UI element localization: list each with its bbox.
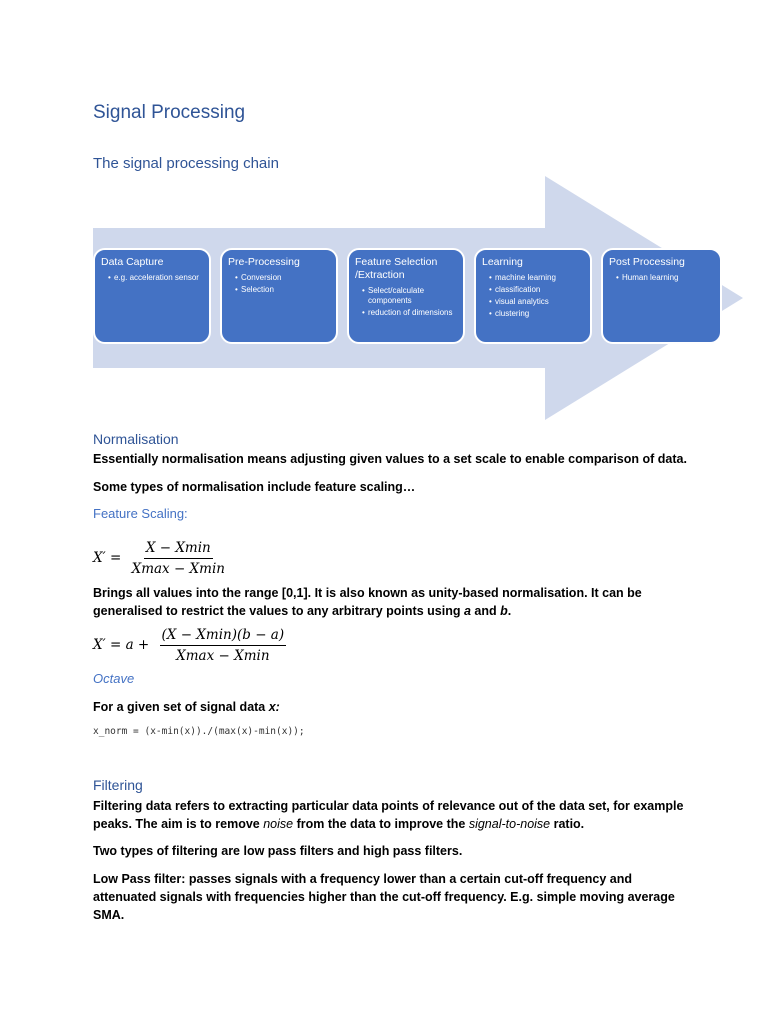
chain-box-item: • e.g. acceleration sensor — [109, 273, 203, 283]
chain-box-feature-selection — [347, 248, 465, 344]
chain-box-item: • Selection — [236, 285, 330, 295]
emphasis-noise: noise — [263, 817, 294, 831]
page-title: Signal Processing — [93, 102, 246, 123]
chain-box-item: • machine learning — [490, 273, 584, 283]
text-span: ratio. — [550, 817, 585, 831]
chain-box-item: • clustering — [490, 309, 584, 319]
chain-box-title: Post Processing — [609, 256, 685, 268]
chain-box-item: • Conversion — [236, 273, 330, 283]
octave-code: x_norm = (x-min(x))./(max(x)-min(x)); — [93, 726, 305, 737]
formula-lhs: X′ = a + — [93, 637, 150, 653]
filtering-paragraph-2: Two types of filtering are low pass filters and high pass filters. — [93, 844, 463, 858]
variable-b: b — [500, 604, 508, 618]
formula-general-normalisation — [93, 627, 286, 664]
feature-scaling-heading: Feature Scaling: — [93, 506, 188, 521]
text-span: Brings all values into the range [0,1]. It is also known as unity-based normalisation. It can be generalised to restrict the values to any arbitrary points using — [93, 586, 642, 618]
variable-x: x: — [268, 700, 280, 714]
formula-lhs: X′ = — [93, 550, 122, 566]
formula-numerator: X − Xmin — [144, 540, 213, 559]
text-span: . — [507, 604, 512, 618]
normalisation-paragraph-1: Essentially normalisation means adjusting given values to a set scale to enable comparison of data. — [93, 452, 687, 466]
normalisation-paragraph-4 — [93, 698, 693, 716]
normalisation-heading: Normalisation — [93, 431, 179, 447]
chain-box-title: Learning — [482, 256, 523, 268]
formula-unity-normalisation — [93, 540, 225, 577]
filtering-heading: Filtering — [93, 777, 143, 793]
formula-denominator: Xmax − Xmin — [176, 648, 270, 664]
chain-box-item: • Human learning — [617, 273, 714, 283]
chain-box-title: Feature Selection /Extraction — [355, 256, 438, 281]
text-span: and — [470, 604, 501, 618]
formula-numerator: (X − Xmin)(b − a) — [160, 627, 287, 646]
filtering-paragraph-1 — [93, 797, 693, 833]
octave-heading: Octave — [93, 671, 135, 686]
chain-box-learning — [474, 248, 592, 344]
chain-heading: The signal processing chain — [93, 155, 279, 172]
text-span: Filtering data refers to extracting particular data points of relevance out of the data set, for example peaks. The aim is to remove — [93, 799, 684, 831]
chain-box-pre-processing — [220, 248, 338, 344]
normalisation-paragraph-3 — [93, 584, 693, 620]
chain-box-post-processing — [601, 248, 722, 344]
chain-box-item: • Select/calculate components — [363, 286, 457, 306]
chain-box-item: • reduction of dimensions — [363, 308, 457, 318]
filtering-paragraph-3: Low Pass filter: passes signals with a frequency lower than a certain cut-off frequency and attenuated signals with frequencies higher than the cut-off frequency. E.g. simple moving average SMA. — [93, 872, 675, 922]
emphasis-snr: signal-to-noise — [468, 817, 551, 831]
text-span: from the data to improve the — [293, 817, 469, 831]
chain-box-title: Data Capture — [101, 256, 164, 268]
chain-box-data-capture — [93, 248, 211, 344]
variable-a: a — [463, 604, 471, 618]
normalisation-paragraph-2: Some types of normalisation include feature scaling… — [93, 480, 416, 494]
chain-box-item: • classification — [490, 285, 584, 295]
formula-denominator: Xmax − Xmin — [131, 561, 225, 577]
chain-box-title: Pre-Processing — [228, 256, 300, 268]
chain-box-item: • visual analytics — [490, 297, 584, 307]
text-span: For a given set of signal data — [93, 700, 269, 714]
